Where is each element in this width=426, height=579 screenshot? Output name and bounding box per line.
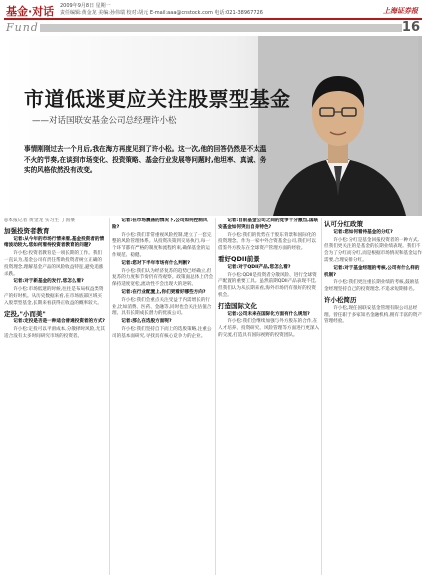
question: 记者:对于基金经理的考核,公司有什么样的机制? bbox=[324, 265, 420, 278]
section-subtitle: 加强投资者教育 bbox=[4, 226, 50, 235]
answer: 许小松:我们认为经济复苏的趋势已经确立,但复苏的力度和节奏仍有待观察。政策面总体上仍会保持适度宽松,流动性不会出现大的逆转。 bbox=[112, 268, 214, 288]
column-divider bbox=[321, 218, 322, 575]
question: 记者:目前基金公司之间的竞争十分激烈,国联安基金如何突出自身特色? bbox=[218, 218, 319, 230]
answer: 许小松:我们的优势在于股东背景和国际化的投资理念。作为一家中外合资基金公司,我们可以借鉴外方股东在全球资产管理方面的经验。 bbox=[218, 232, 317, 252]
answer: 许小松:市场低迷的时候,往往是布局权益类资产的好时机。从历史数据来看,在市场底部区域买入股票型基金,长期来看获得正收益的概率较大。 bbox=[4, 287, 104, 306]
question: 记者:从今年的市场行情来看,基金投资者的情绪波动较大,您如何看待投资者教育的问题? bbox=[4, 236, 105, 249]
column-1 bbox=[4, 218, 106, 575]
question: 记者:公司未来在国际化方面有什么规划? bbox=[227, 311, 310, 317]
byline: ◎本报记者 黄金龙 实习生 丁国豪 bbox=[4, 218, 76, 223]
section-subtitle: 许小松简历 bbox=[324, 295, 357, 304]
portrait-photo bbox=[258, 36, 418, 216]
header-rule bbox=[4, 18, 422, 20]
newspaper-brand: 上海证券报 bbox=[383, 7, 418, 15]
question: 记者:对于QDII产品,您怎么看? bbox=[227, 264, 291, 270]
answer: 许小松:我们会继续加强与外方股东的合作,在人才培养、投资研究、风险管理等方面进行更深入的交流,打造具有国际视野的投资团队。 bbox=[218, 319, 320, 338]
hero-section bbox=[4, 36, 422, 216]
answer: 许小松:我们坚持自下而上的选股策略,注重公司的基本面研究,寻找具有核心竞争力的企业。 bbox=[112, 326, 212, 339]
column-divider bbox=[109, 218, 110, 575]
column-divider bbox=[215, 218, 216, 575]
question: 记者:在市场震荡的情况下,公司如何控制风险? bbox=[112, 218, 208, 230]
article-body bbox=[4, 218, 422, 575]
answer: 许小松:QDII是投资者分散风险、进行全球资产配置的重要工具。虽然前期QDII产品表现不佳,但我们认为从长期来看,海外市场仍有很好的投资机会。 bbox=[218, 272, 317, 298]
answer: 许小松:投资者教育是一项长期的工作。我们一直认为,基金公司有责任帮助投资者树立正确的投资理念,理解基金产品的风险收益特征,避免追涨杀跌。 bbox=[4, 251, 104, 277]
question: 记者:定投是否是一种适合普通投资者的方式? bbox=[13, 319, 105, 325]
fund-label: Fund bbox=[6, 21, 39, 34]
answer: 许小松:定投可以平滑成本,分散择时风险,尤其适合没有太多时间研究市场的投资者。 bbox=[4, 327, 105, 339]
question: 记者:那么在选股方面呢? bbox=[121, 319, 172, 325]
column-2 bbox=[112, 218, 214, 575]
editor-line: 责任编辑:黄金龙 美编:孙伟瑞 校对:胡元 E-mail:aaa@cnstock.com 电话:021-38967726 bbox=[60, 10, 263, 16]
answer: 许小松:我们非常重视风险控制,建立了一套完整的风险管理体系。从投资决策到交易执行,每一个环节都有严格的制度和流程约束,确保基金的运作规范、稳健。 bbox=[112, 232, 212, 258]
section-subtitle: 认可分红政策 bbox=[324, 220, 363, 228]
question: 记者:在行业配置上,你们更看好哪些方向? bbox=[121, 289, 206, 295]
bio-paragraph: 许小松,现任国联安基金管理有限公司总经理。曾任职于多家知名金融机构,拥有丰富的资产管理经验。 bbox=[324, 305, 422, 325]
page-number: 16 bbox=[401, 20, 420, 35]
page-header bbox=[0, 0, 426, 34]
question: 记者:对于新基金的发行,您怎么看? bbox=[13, 279, 84, 285]
header-band bbox=[40, 24, 402, 32]
section-subtitle: 定投,"小而美" bbox=[4, 309, 46, 318]
headline: 市道低迷更应关注股票型基金 bbox=[24, 87, 291, 111]
subheadline: ——对话国联安基金公司总经理许小松 bbox=[32, 116, 177, 126]
section-subtitle: 打造国际文化 bbox=[218, 301, 257, 310]
section-title: 基金·对话 bbox=[6, 5, 55, 18]
question: 记者:您如何看待基金的分红? bbox=[333, 229, 393, 235]
intro-paragraph: 事情刚刚过去一个月后,我在海方再度见到了许小松。这一次,他的回答仍然是不太温不火的节奏,在谈到市场变化、投资策略、基金行业发展等问题时,他坦率、真诚、务实的风格依然没有改变。 bbox=[24, 145, 267, 174]
column-4 bbox=[324, 218, 422, 575]
date-line: 2009年9月8日 星期一 bbox=[60, 3, 111, 9]
answer: 许小松:我们会重点关注受益于内需增长的行业,比如消费、医药、金融等,同时也会关注估值合理、具有长期成长潜力的优质公司。 bbox=[112, 297, 212, 317]
question: 记者:您对下半年市场有什么判断? bbox=[121, 260, 191, 266]
section-subtitle: 看好QDII前景 bbox=[218, 254, 260, 263]
answer: 许小松:分红是基金回报投资者的一种方式,但我们更关注的是基金的长期业绩表现。我们不会为了分红而分红,而是根据市场情况和基金运作需要,合理安排分红。 bbox=[324, 237, 422, 263]
column-3 bbox=[218, 218, 320, 575]
answer: 许小松:我们更注重长期业绩的考核,鼓励基金经理坚持自己的投资理念,不追求短期排名。 bbox=[324, 280, 419, 293]
